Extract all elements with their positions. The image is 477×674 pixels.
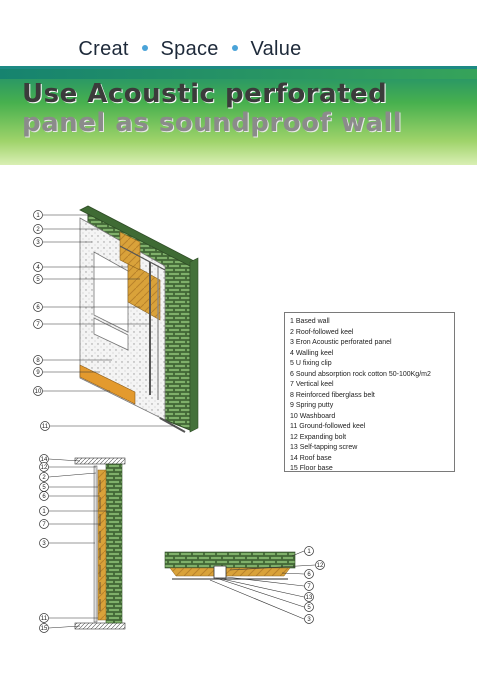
svg-text:1: 1 [42,509,46,515]
tagline-word-2: Space [160,38,219,60]
svg-text:10: 10 [34,389,42,395]
svg-text:7: 7 [307,584,311,590]
callout-1 [34,211,91,220]
wall-side-edge [190,258,198,432]
callout-2 [40,473,97,482]
svg-text:4: 4 [36,265,40,271]
svg-text:9: 9 [36,370,40,376]
legend-item: 14 Roof base [290,454,332,462]
callout-7 [40,520,101,529]
callout-11 [40,614,99,623]
svg-text:5: 5 [307,605,311,611]
floor-base [75,623,125,629]
svg-text:1: 1 [307,549,311,555]
svg-text:14: 14 [40,457,48,463]
svg-text:7: 7 [42,522,46,528]
plan-section-view [165,547,325,624]
isometric-wall-view [34,206,199,432]
legend-item: 10 Washboard [290,412,336,420]
callout-5 [216,578,314,612]
roof-base [75,458,125,464]
legend-item: 4 Walling keel [290,349,334,357]
legend-item: 2 Roof-followed keel [290,328,354,336]
svg-text:5: 5 [36,277,40,283]
title-line-1: Use Acoustic perforated [22,79,388,109]
legend-item: 5 U fixing clip [290,360,332,367]
legend-item: 6 Sound absorption rock cotton 50-100Kg/m2 [290,370,431,378]
legend-item: 11 Ground-followed keel [290,423,366,430]
callout-3 [40,539,96,548]
legend-item: 13 Self-tapping screw [290,444,358,451]
callout-11 [41,422,176,431]
vertical-section-view [40,455,126,633]
callout-14 [40,455,81,464]
svg-text:7: 7 [36,322,40,328]
svg-text:3: 3 [307,617,311,623]
svg-text:13: 13 [305,595,313,601]
section-panel [94,466,97,622]
svg-text:1: 1 [36,213,40,219]
legend-item: 1 Based wall [290,318,330,325]
svg-text:8: 8 [36,358,40,364]
svg-text:3: 3 [42,541,46,547]
plan-brick-wall [165,552,295,568]
callout-1 [292,547,314,557]
section-brick-wall [106,464,122,623]
legend-item: 8 Reinforced fiberglass belt [290,391,375,399]
section-rock-wool [98,470,106,620]
callout-5 [40,483,99,492]
svg-text:15: 15 [40,626,48,632]
callout-10 [34,387,111,396]
callout-13 [222,579,314,602]
legend-item: 12 Expanding bolt [290,433,347,441]
legend-box [284,312,455,472]
legend-item: 15 Floor base [290,465,333,472]
svg-text:12: 12 [316,563,324,569]
tagline-word-3: Value [250,38,302,60]
svg-text:12: 12 [40,465,48,471]
svg-text:6: 6 [307,572,311,578]
plan-rock-wool [170,568,290,576]
legend-item: 9 Spring putty [290,402,334,409]
callout-6 [40,492,101,501]
plan-keel [214,566,226,578]
title-line-2: panel as soundproof wall [22,108,403,138]
svg-text:5: 5 [42,485,46,491]
svg-text:11: 11 [40,616,48,622]
legend-item: 3 Eron Acoustic perforated panel [290,339,392,346]
svg-text:2: 2 [42,475,46,481]
svg-text:3: 3 [36,240,40,246]
svg-text:11: 11 [41,424,49,430]
tagline-word-1: Creat [78,38,129,60]
callout-15 [40,624,81,633]
legend-item: 7 Vertical keel [290,381,334,388]
svg-text:6: 6 [42,494,46,500]
svg-text:6: 6 [36,305,40,311]
callout-3 [210,580,314,624]
svg-text:2: 2 [36,227,40,233]
